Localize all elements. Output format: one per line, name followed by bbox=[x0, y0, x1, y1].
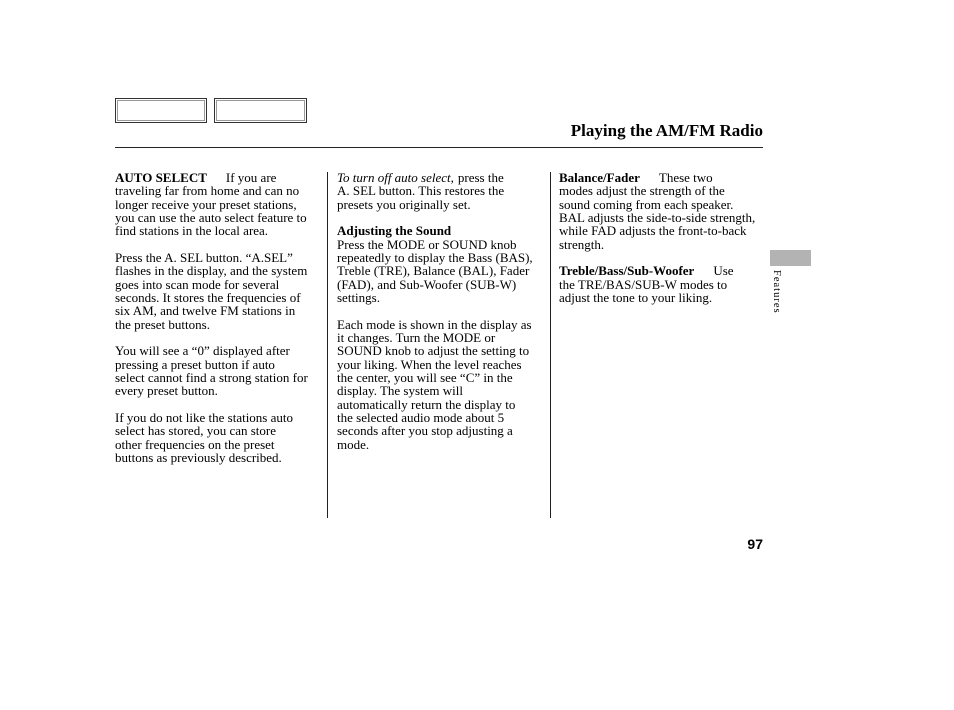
text-line: adjust the tone to your liking. bbox=[559, 289, 713, 305]
paragraph-not-like bbox=[115, 411, 323, 464]
text-line: Treble (TRE), Balance (BAL), Fader bbox=[337, 263, 530, 279]
header-box-left bbox=[115, 98, 207, 123]
text-line: seconds after you stop adjusting a bbox=[337, 423, 513, 439]
text-line: the TRE/BAS/SUB-W modes to bbox=[559, 276, 728, 292]
text-fragment: These two bbox=[658, 170, 713, 185]
paragraph-each-mode bbox=[337, 318, 547, 451]
text-fragment: Use bbox=[713, 263, 734, 279]
text-line: repeatedly to display the Bass (BAS), bbox=[337, 249, 533, 265]
text-line: presets you originally set. bbox=[337, 196, 471, 212]
text-line: Each mode is shown in the display as bbox=[337, 316, 532, 332]
text-line: traveling far from home and can no bbox=[115, 183, 300, 199]
text-line: it changes. Turn the MODE or bbox=[337, 329, 496, 345]
text-line: automatically return the display to bbox=[337, 396, 516, 412]
text-line: every preset button. bbox=[115, 383, 218, 399]
text-line: A. SEL button. This restores the bbox=[337, 183, 505, 199]
text-line: settings. bbox=[337, 289, 380, 305]
column-left bbox=[115, 171, 323, 478]
text-line: your liking. When the level reaches bbox=[337, 356, 522, 372]
section-tab-label: Features bbox=[771, 270, 782, 314]
adjusting-sound-heading: Adjusting the Sound bbox=[337, 223, 452, 239]
text-line: If you do not like the stations auto bbox=[115, 409, 294, 425]
paragraph-press-asel bbox=[115, 251, 323, 331]
text-line: BAL adjusts the side-to-side strength, bbox=[559, 209, 756, 225]
page-title: Playing the AM/FM Radio bbox=[570, 121, 763, 140]
text-line: You will see a “0” displayed after bbox=[115, 343, 290, 359]
turn-off-italic-lead: To turn off auto select, bbox=[337, 170, 454, 185]
paragraph-turn-off bbox=[337, 171, 547, 211]
text-line: other frequencies on the preset bbox=[115, 436, 275, 452]
text-line: you can use the auto select feature to bbox=[115, 209, 307, 225]
text-line: strength. bbox=[559, 236, 605, 252]
auto-select-heading: AUTO SELECT bbox=[115, 170, 207, 185]
text-line: pressing a preset button if auto bbox=[115, 356, 275, 372]
balance-fader-heading: Balance/Fader bbox=[559, 170, 640, 185]
text-line: display. The system will bbox=[337, 383, 464, 399]
text-line: the selected audio mode about 5 bbox=[337, 409, 505, 425]
column-divider bbox=[550, 172, 551, 518]
text-line: find stations in the local area. bbox=[115, 223, 269, 239]
section-tab-marker bbox=[770, 250, 811, 266]
page-number: 97 bbox=[747, 536, 763, 552]
text-fragment: press the bbox=[457, 170, 504, 185]
text-line bbox=[337, 171, 547, 184]
header-box-right bbox=[214, 98, 307, 123]
paragraph-adjusting-sound bbox=[337, 224, 547, 304]
text-line bbox=[559, 171, 769, 184]
text-line: goes into scan mode for several bbox=[115, 276, 280, 292]
text-line: longer receive your preset stations, bbox=[115, 196, 297, 212]
text-line: select cannot find a strong station for bbox=[115, 369, 308, 385]
paragraph-zero-displayed bbox=[115, 344, 323, 397]
text-line: sound coming from each speaker. bbox=[559, 196, 734, 212]
text-line bbox=[115, 171, 323, 184]
text-line: seconds. It stores the frequencies of bbox=[115, 289, 301, 305]
text-line: six AM, and twelve FM stations in bbox=[115, 303, 296, 319]
text-line: Press the A. SEL button. “A.SEL” bbox=[115, 249, 293, 265]
treble-bass-heading: Treble/Bass/Sub-Woofer bbox=[559, 263, 695, 279]
text-line: mode. bbox=[337, 436, 370, 452]
text-line: select has stored, you can store bbox=[115, 423, 277, 439]
column-right bbox=[559, 171, 769, 318]
paragraph-balance-fader bbox=[559, 171, 769, 251]
paragraph-auto-select bbox=[115, 171, 323, 238]
text-line: while FAD adjusts the front-to-back bbox=[559, 223, 747, 239]
text-line: (FAD), and Sub-Woofer (SUB-W) bbox=[337, 276, 517, 292]
column-middle bbox=[337, 171, 547, 464]
text-line: modes adjust the strength of the bbox=[559, 183, 725, 199]
text-fragment: If you are bbox=[225, 170, 277, 185]
text-line: the preset buttons. bbox=[115, 316, 210, 332]
text-line: buttons as previously described. bbox=[115, 449, 282, 465]
text-line: flashes in the display, and the system bbox=[115, 263, 308, 279]
column-divider bbox=[327, 172, 328, 518]
text-line: SOUND knob to adjust the setting to bbox=[337, 343, 530, 359]
text-line: Press the MODE or SOUND knob bbox=[337, 236, 517, 252]
text-line bbox=[559, 264, 769, 277]
title-rule bbox=[115, 147, 763, 148]
text-line: the center, you will see “C” in the bbox=[337, 369, 513, 385]
paragraph-treble-bass bbox=[559, 264, 769, 304]
